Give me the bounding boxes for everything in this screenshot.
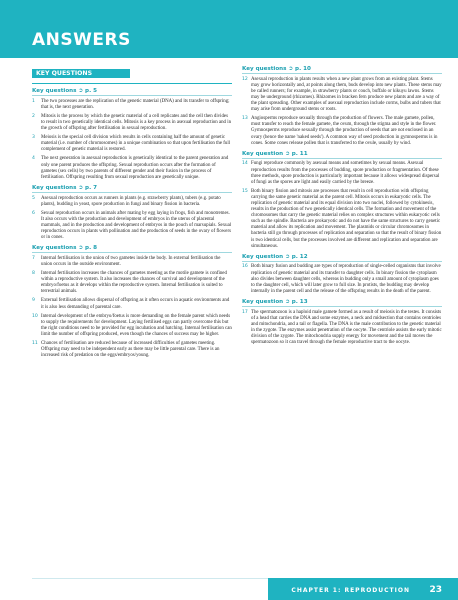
answer-item [32, 99, 232, 111]
divider [32, 83, 232, 84]
answer-number: 14 [242, 161, 248, 167]
answer-text: Sexual reproduction occurs in animals after mating by egg laying in frogs, fish and monotremes. It also occurs with the production and development of embryos in the uterus of placental mammals, and in the production and development of embryos in the pouch of marsupials. Sexual reproduction occurs in plants with pollination and the production of seeds in the ovary of flowers or in cones. [41, 210, 232, 241]
divider [32, 252, 232, 253]
answer-text: Both binary fusion and budding are types of reproduction of single-celled organisms that involve replication of genetic material and its transfer to daughter cells. In binary fission the cytoplasm also divides between daughter cells, whereas in budding only a small amount of cytoplasm goes to the daughter cell, which will later grow to full size. In protists, the budding may develop internally in the parent cell and the release of the offspring results in the death of the parent. [251, 264, 441, 294]
answer-number: 4 [32, 156, 35, 162]
answer-text: Chances of fertilisation are reduced because of increased difficulties of gametes meeting. Offspring may need to be independent early as there may be little parental care. There is an increased risk of predation on the eggs/embryos/young. [41, 340, 220, 359]
answer-text: Both binary fission and mitosis are processes that result in cell reproduction with offspring carrying the same genetic material as the parent cell. Mitosis occurs in eukaryotic cells. The replication of genetic material and its equal division into two nuclei, followed by cytokinesis, results in the production of two genetically identical cells. The formation and movement of the chromosomes that carry the genetic material relies on complex structures within eukaryotic cells such as the spindle. Bacteria are prokaryotic and do not have the same structures to carry genetic material and allow its replication and movement. The plasmids or circular chromosomes in bacteria still go through processes of replication and separation so that the result of binary fission is two identical cells, but the processes involved are different and replication and separation are simultaneous. [251, 188, 442, 249]
divider [32, 192, 232, 193]
answer-text: Fungi reproduce commonly by asexual means and sometimes by sexual means. Asexual reproduction results from the processes of budding, spore production or fragmentation. Of these three methods, spore production is particularly important because it allows widespread dispersal of fungi as the spores are light and easily carried by the breeze. [251, 161, 440, 185]
answer-number: 7 [32, 255, 35, 261]
answer-text: Asexual reproduction occurs as runners in plants (e.g. strawberry plants), tubers (e.g. potato plants), budding in yeast, spore production in fungi and binary fission in bacteria. [41, 195, 221, 207]
answer-item [32, 211, 232, 241]
section-heading: Key questions ➲ p. 5 [32, 88, 98, 94]
header-banner [0, 0, 458, 58]
answer-item [242, 264, 442, 294]
divider [242, 158, 442, 159]
answer-number: 16 [242, 264, 248, 270]
answer-number: 9 [32, 298, 35, 304]
answer-item [242, 189, 442, 250]
chapter-label: CHAPTER 1: REPRODUCTION [291, 587, 410, 594]
divider [32, 95, 232, 96]
answer-item [32, 314, 232, 338]
answer-number: 10 [32, 313, 38, 319]
answer-text: Internal fertilisation increases the chances of gametes meeting as the motile gamete is confined within a reproductive system. It also increases the chances of survival and development of the embryo/foetus as it develops within the reproductive system. Internal fertilisation is suited to terrestrial animals. [41, 271, 227, 295]
answer-text: The two processes are the replication of the genetic material (DNA) and its transfer to offspring; that is, the next generation. [41, 98, 230, 110]
answer-number: 3 [32, 135, 35, 141]
answer-number: 13 [242, 116, 248, 122]
answer-item [242, 161, 442, 185]
answer-item [32, 341, 232, 359]
answer-number: 11 [32, 340, 38, 346]
answer-item [242, 310, 442, 347]
answer-number: 5 [32, 195, 35, 201]
answer-item [242, 77, 442, 114]
left-column [32, 62, 232, 362]
answer-text: External fertilisation allows dispersal of offspring as it often occurs in aquatic environments and it is also less demanding of parental care. [41, 298, 230, 310]
answer-item [242, 116, 442, 146]
answer-text: Internal development of the embryo/foetus is more demanding on the female parent which needs to supply the requirements for development. Laying fertilised eggs can partly overcome this but the right conditions need to be provided for egg incubation and hatching. Internal fertilisation can limit the number of offspring produced, even though the chances of success may be higher. [41, 313, 232, 337]
divider [242, 306, 442, 307]
answer-item [32, 135, 232, 153]
section-heading: Key questions ➲ p. 10 [242, 66, 311, 72]
section [242, 151, 442, 250]
answer-text: Mitosis is the process by which the genetic material of a cell replicates and the cell then divides to result in two genetically identical cells. Mitosis is a key process in asexual reproduction and in the growth of offspring after fertilisation in sexual reproduction. [41, 113, 232, 132]
section-heading: Key questions ➲ p. 7 [32, 184, 98, 191]
section-heading: Key question ➲ p. 11 [242, 150, 308, 157]
section [242, 66, 442, 147]
section [32, 185, 232, 241]
section [242, 254, 442, 295]
divider [242, 261, 442, 262]
answer-text: The spermatozoon is a haploid male gamete formed as a result of meiosis in the testes. It consists of a head that carries the DNA and some enzymes, a neck and midsection that contains centrioles and mitochondria, and a tail or flagella. The DNA is the male contribution to the genetic material in the zygote. The enzymes assist penetration of the oocyte. The centriole assists the early mitotic division of the zygote. The mitochondria supply energy for movement and the tail moves the spermatozoon so it can travel through the female reproductive tract to the oocyte. [251, 309, 442, 346]
right-column [242, 62, 442, 349]
section [32, 245, 232, 359]
answer-text: Angiosperms reproduce sexually through the production of flowers. The male gamete, pollen, must transfer to reach the female gamete, the ovum, through the stigma and style in the flower. Gymnosperms reproduce sexually through the production of seeds that are not enclosed in an ovary (hence the name 'naked seeds'). A common way of seed production in gymnosperms is in cones. Some cones release pollen that is transferred to the ovule, usually by wind. [251, 116, 438, 146]
divider [242, 73, 442, 74]
section-heading: Key question ➲ p. 12 [242, 253, 308, 260]
answer-number: 12 [242, 76, 248, 82]
answer-number: 1 [32, 98, 35, 104]
answer-number: 8 [32, 271, 35, 277]
answer-number: 2 [32, 113, 35, 119]
answer-text: Internal fertilisation is the union of two gametes inside the body. In external fertilisation the union occurs in the outside environment. [41, 255, 221, 267]
answer-item [32, 196, 232, 208]
answer-item [32, 298, 232, 310]
answer-item [32, 256, 232, 268]
section [242, 299, 442, 346]
footer-divider [32, 578, 268, 579]
page-title: ANSWERS [32, 30, 131, 50]
answer-item [32, 271, 232, 295]
page-number: 23 [429, 585, 442, 595]
section [32, 88, 232, 181]
answer-item [32, 114, 232, 132]
key-questions-label: KEY QUESTIONS [32, 69, 130, 78]
section-heading: Key question ➲ p. 13 [242, 298, 308, 305]
answer-number: 6 [32, 210, 35, 216]
answer-text: The next generation in asexual reproduction is genetically identical to the parent generation and only one parent produces the offspring. Sexual reproduction occurs after the formation of gametes (sex cells) by two parents of different gender and their fusion in the process of fertilisation. Offspring resulting from sexual reproduction are genetically unique. [41, 156, 229, 180]
answer-text: Asexual reproduction in plants results when a new plant grows from an existing plant. Stems may grow horizontally and, at points along them, buds develop into new plants. These stems may be called runners; for example, in strawberry plants or couch, buffalo or kikuyu lawns. Stems may be underground (rhizomes). Rhizomes in bracken fern produce new plants and are a way of the plant spreading. Other examples of asexual reproduction include corms, bulbs and tubers that may arise from underground stems or roots. [251, 76, 442, 113]
answer-number: 15 [242, 188, 248, 194]
answer-item [32, 156, 232, 180]
footer-bar [268, 578, 458, 600]
section-heading: Key questions ➲ p. 8 [32, 245, 98, 252]
answer-text: Meiosis is the special cell division which results in cells containing half the amount of genetic material (i.e. number of chromosomes) in a unique combination so that upon fertilisation the full complement of genetic material is restored. [41, 135, 231, 153]
answer-number: 17 [242, 309, 248, 315]
